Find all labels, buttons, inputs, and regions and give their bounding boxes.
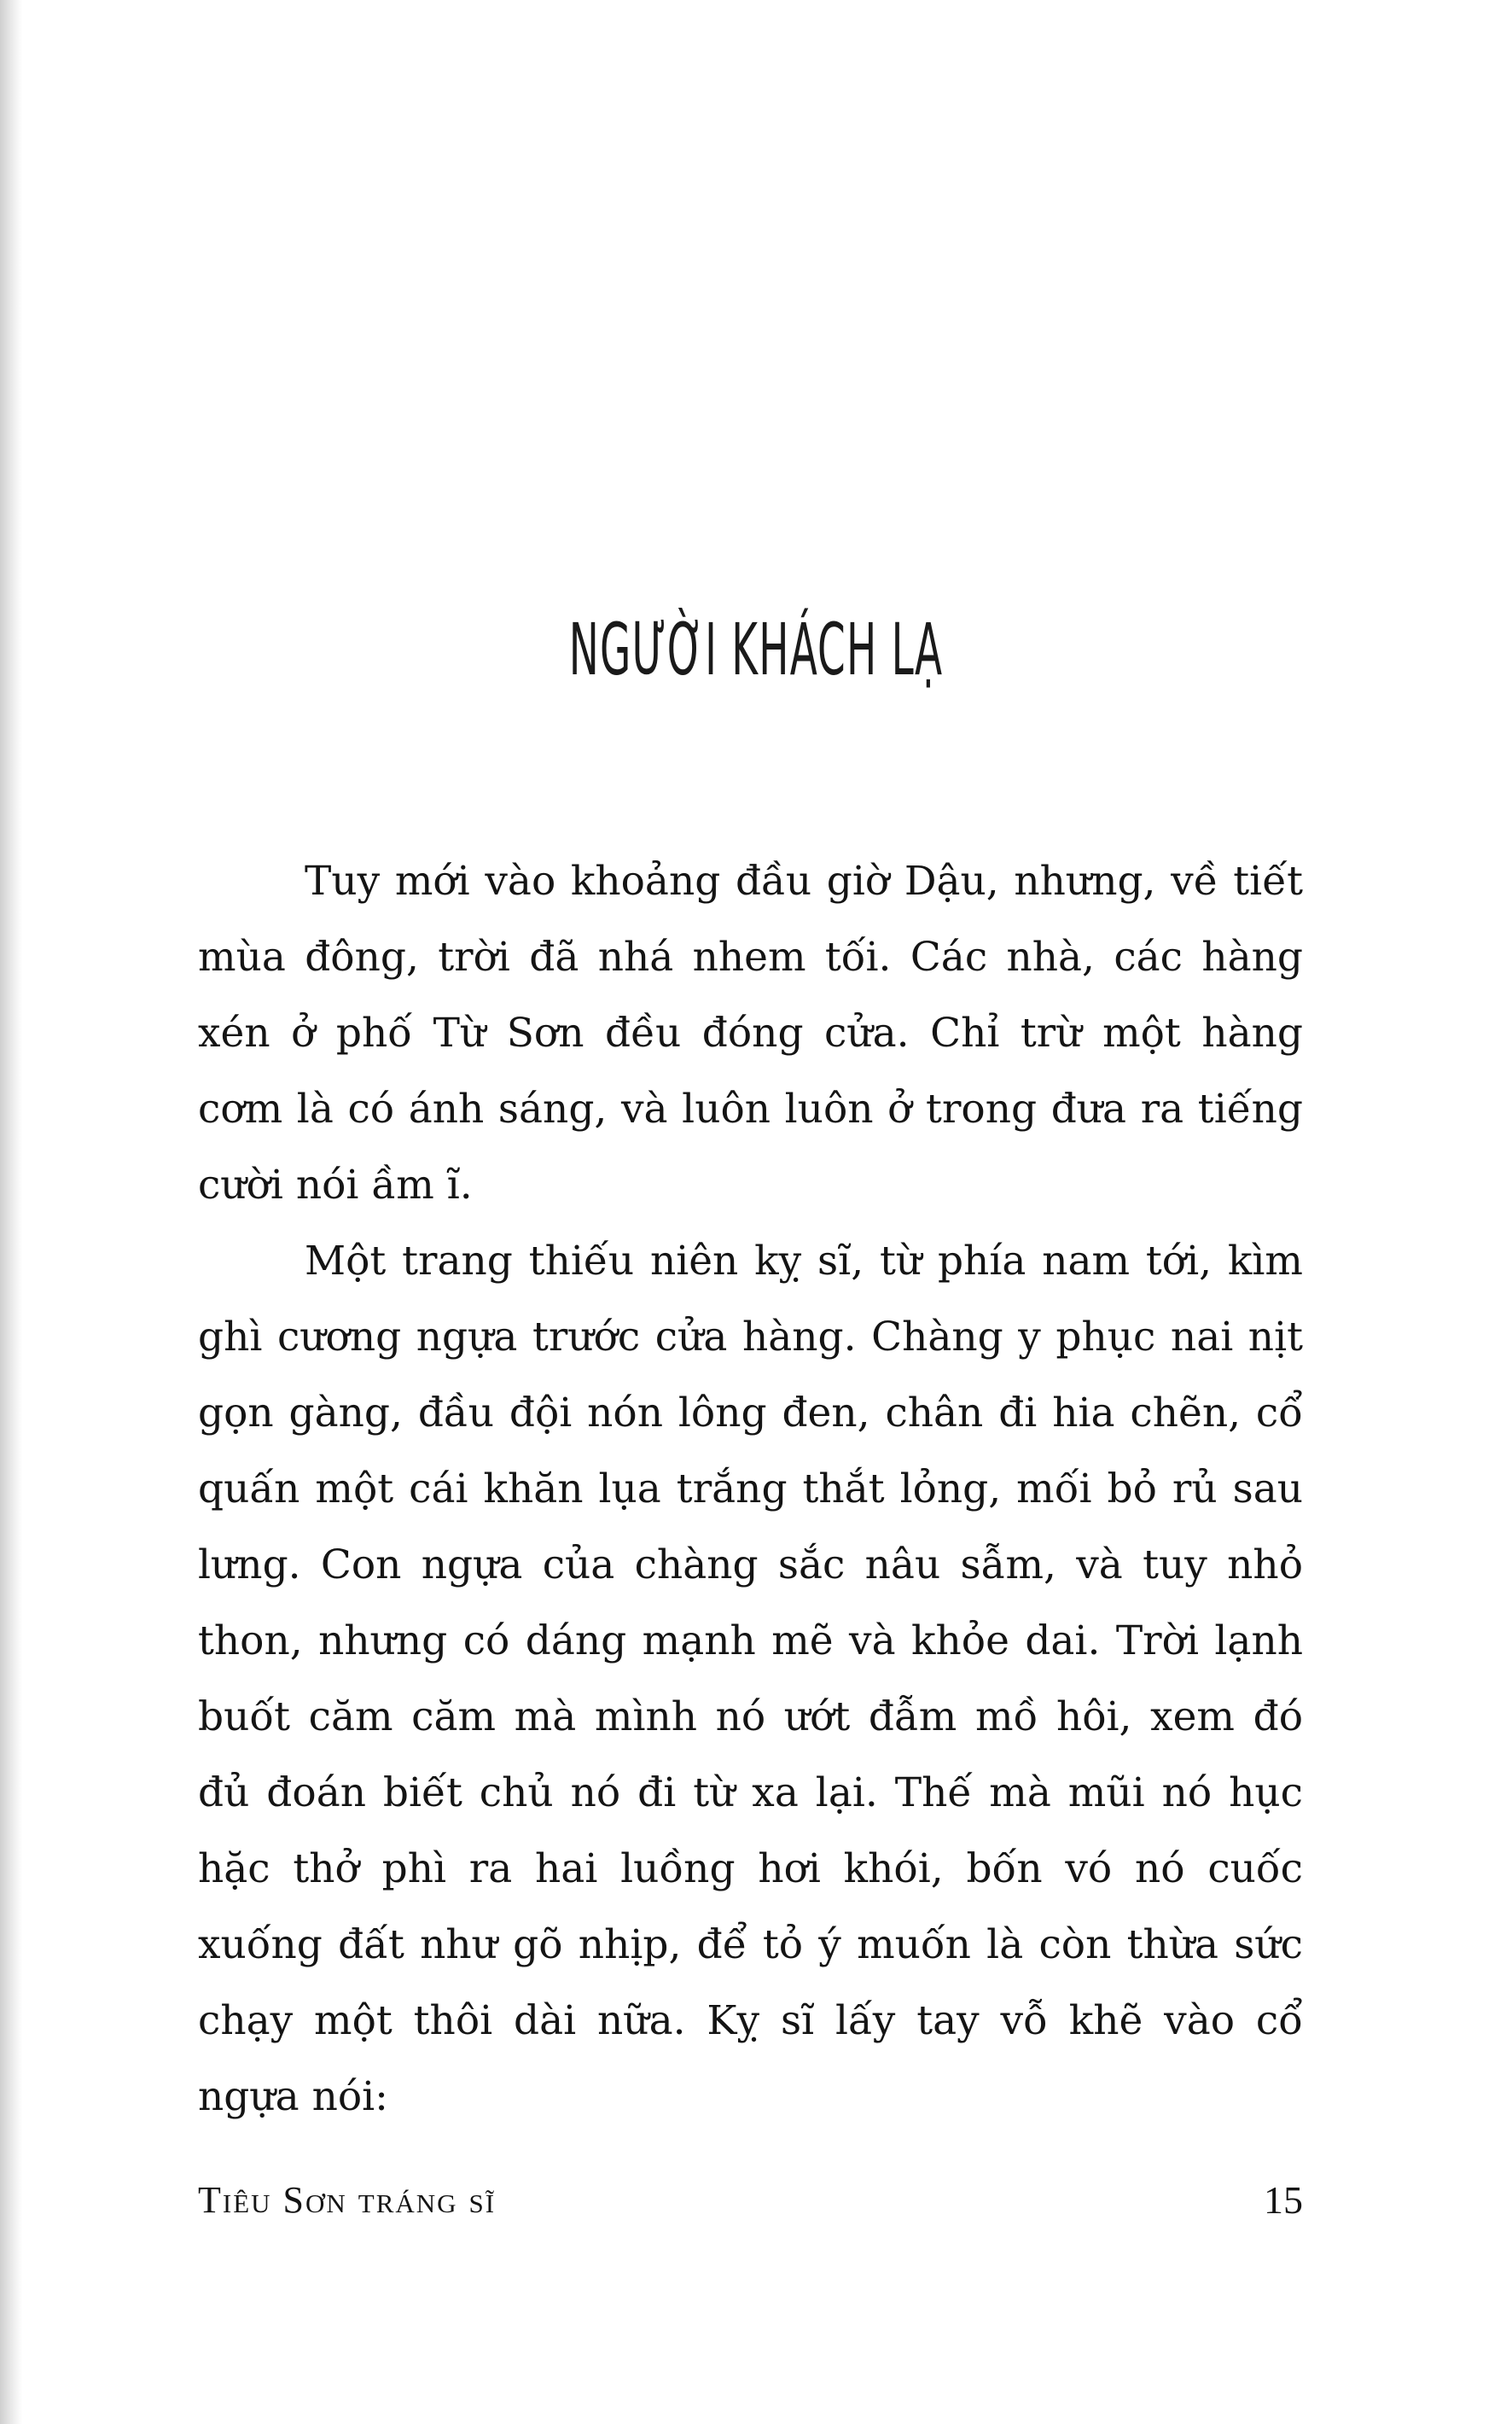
paragraph: Tuy mới vào khoảng đầu giờ Dậu, nhưng, về tiết mùa đông, trời đã nhá nhem tối. Các nhà, các hàng xén ở phố Từ Sơn đều đóng cửa. Chỉ trừ một hàng cơm là có ánh sáng, và luôn luôn ở trong đưa ra tiếng cười nói ầm ĩ. — [198, 858, 1303, 1209]
running-footer-title: Tiêu Sơn tráng sĩ — [198, 2179, 497, 2221]
paragraph: Một trang thiếu niên kỵ sĩ, từ phía nam tới, kìm ghì cương ngựa trước cửa hàng. Chàng y phục nai nịt gọn gàng, đầu đội nón lông đen, chân đi hia chẽn, cổ quấn một cái khăn lụa trắng thắt lỏng, mối bỏ rủ sau lưng. Con ngựa của chàng sắc nâu sẫm, và tuy nhỏ thon, nhưng có dáng mạnh mẽ và khỏe dai. Trời lạnh buốt căm căm mà mình nó ướt đẫm mồ hôi, xem đó đủ đoán biết chủ nó đi từ xa lại. Thế mà mũi nó hục hặc thở phì ra hai luồng hơi khói, bốn vó nó cuốc xuống đất như gõ nhịp, để tỏ ý muốn là còn thừa sức chạy một thôi dài nữa. Kỵ sĩ lấy tay vỗ khẽ vào cổ ngựa nói: — [198, 1238, 1303, 2120]
page-number: 15 — [1264, 2178, 1303, 2222]
spine-shadow — [0, 0, 22, 2424]
chapter-title: NGƯỜI KHÁCH LẠ — [568, 608, 944, 692]
body-text — [198, 843, 1303, 2135]
